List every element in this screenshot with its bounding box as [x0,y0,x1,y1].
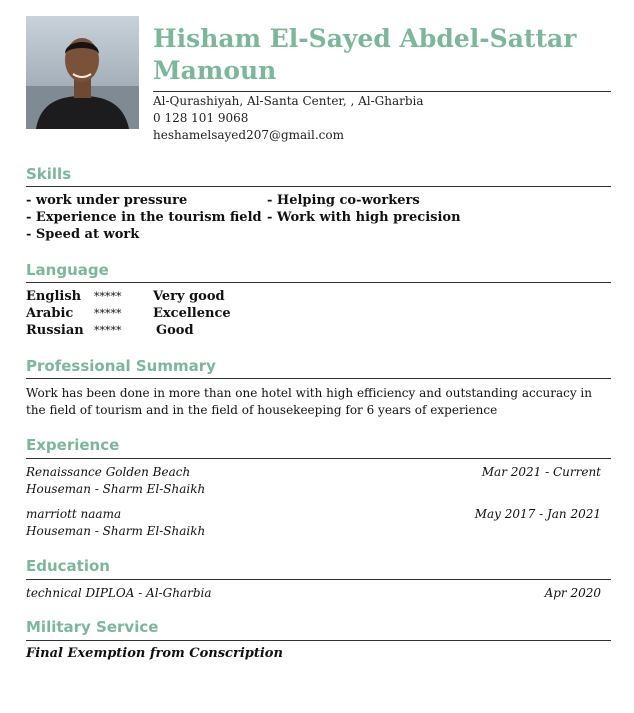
language-rating: ***** [94,290,122,303]
experience-entry [26,464,601,498]
language-level: Very good [153,289,225,304]
language-level: Excellence [153,306,231,321]
education-heading: Education [26,557,110,575]
language-rating: ***** [94,324,122,337]
email-text: heshamelsayed207@gmail.com [153,128,344,142]
skill-item: - Work with high precision [267,210,461,225]
experience-role: Houseman - Sharm El-Shaikh [26,524,206,538]
military-heading: Military Service [26,618,159,636]
contact-info [153,93,424,144]
military-divider [26,640,611,641]
summary-text: Work has been done in more than one hotel with high efficiency and outstanding accuracy in the field of tourism and in the field of housekeeping for 6 years of experience [26,386,592,417]
experience-date: May 2017 - Jan 2021 [474,507,601,521]
header-divider [153,91,611,92]
language-level: Good [156,323,194,338]
profile-photo [26,16,139,129]
skill-item: - Helping co-workers [267,193,420,208]
phone-text: 0 128 101 9068 [153,111,249,125]
language-name: English [26,289,82,304]
language-divider [26,282,611,283]
experience-divider [26,458,611,459]
education-entry [26,585,601,602]
skills-heading: Skills [26,165,72,183]
experience-heading: Experience [26,436,120,454]
language-name: Russian [26,323,84,338]
skills-column-right [267,192,461,226]
experience-role: Houseman - Sharm El-Shaikh [26,482,206,496]
experience-entry [26,506,601,540]
military-status: Final Exemption from Conscription [26,646,283,661]
address-text: Al-Qurashiyah, Al-Santa Center, , Al-Gharbia [153,94,424,108]
language-rating: ***** [94,307,122,320]
experience-place: Renaissance Golden Beach [26,465,191,479]
experience-date: Mar 2021 - Current [481,465,601,479]
summary-heading: Professional Summary [26,357,216,375]
skills-divider [26,186,611,187]
skill-item: - Speed at work [26,227,140,242]
skill-item: - work under pressure [26,193,188,208]
summary-divider [26,378,611,379]
language-name: Arabic [26,306,74,321]
education-date: Apr 2020 [544,586,601,600]
skills-column-left [26,192,262,243]
experience-place: marriott naama [26,507,122,521]
education-degree: technical DIPLOA - Al-Gharbia [26,586,212,600]
language-heading: Language [26,261,109,279]
candidate-name: Hisham El-Sayed Abdel-Sattar Mamoun [153,24,577,85]
skill-item: - Experience in the tourism field [26,210,262,225]
education-divider [26,579,611,580]
